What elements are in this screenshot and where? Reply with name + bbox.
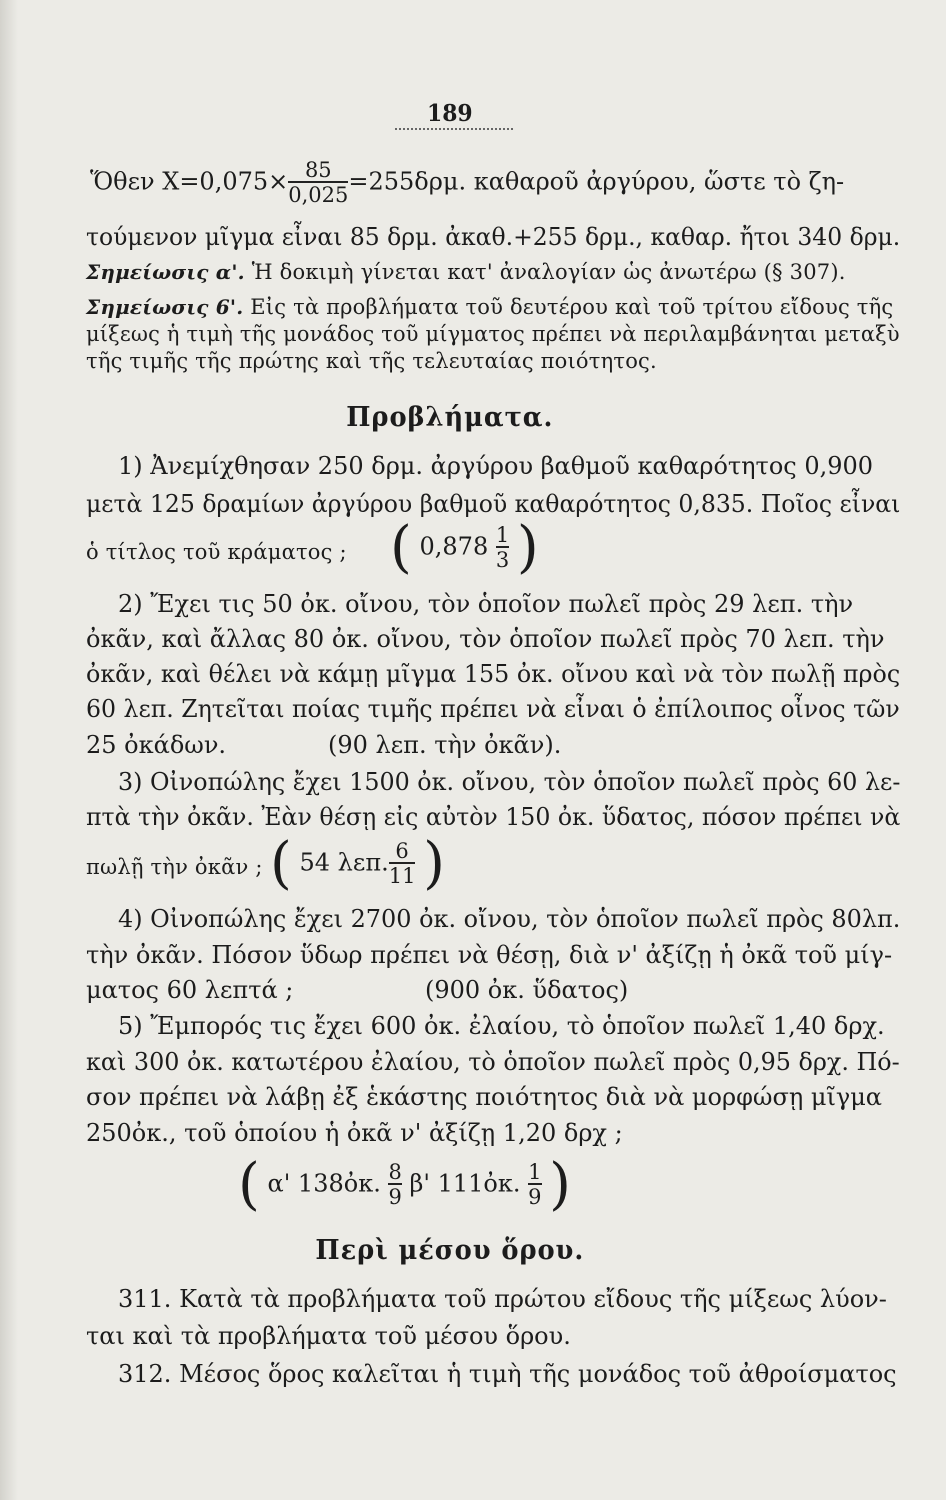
problem-5-answer-b-den: 9 [528, 1185, 542, 1209]
formula-rest: =255δρμ. καθαροῦ ἀργύρου, ὥστε τὸ ζη- [348, 167, 845, 196]
section-311-line-1: 311. Κατὰ τὰ προβλήματα τοῦ πρώτου εἴδους τῆς μίξεως λύον- [118, 1285, 887, 1313]
note-1-text: Ἡ δοκιμὴ γίνεται κατ' ἀναλογίαν ὡς ἀνωτέρω (§ 307). [251, 260, 846, 284]
problem-3-answer [270, 831, 445, 896]
problem-2-line-3: ὀκᾶν, καὶ θέλει νὰ κάμῃ μῖγμα 155 ὀκ. οἴνου καὶ νὰ τὸν πωλῇ πρὸς [86, 660, 901, 688]
problem-1-line-3: ὁ τίτλος τοῦ κράματος ; [86, 540, 347, 564]
problem-1-line-2: μετὰ 125 δραμίων ἀργύρου βαθμοῦ καθαρότητος 0,835. Ποῖος εἶναι [86, 490, 901, 518]
problem-1-answer-fraction [496, 525, 509, 571]
problem-5-line-3: σον πρέπει νὰ λάβῃ ἐξ ἑκάστης ποιότητος διὰ νὰ μορφώσῃ μῖγμα [86, 1083, 882, 1111]
note-2-text: Εἰς τὰ προβλήματα τοῦ δευτέρου καὶ τοῦ τρίτου εἴδους τῆς [250, 295, 894, 319]
problem-2-line-4: 60 λεπ. Ζητεῖται ποίας τιμῆς πρέπει νὰ εἶναι ὁ ἐπίλοιπος οἶνος τῶν [86, 695, 900, 723]
formula-denominator: 0,025 [288, 183, 349, 207]
problem-1-answer-den: 3 [495, 548, 510, 572]
problem-5-answer-b-num: 1 [528, 1160, 542, 1184]
problem-5-answer-a: α' 138ὀκ. [267, 1169, 381, 1198]
note-2 [86, 295, 893, 319]
problem-1-answer [390, 515, 539, 580]
formula-lead: Ὅθεν Χ=0,075× [90, 167, 289, 196]
problem-1-answer-whole: 0,878 [419, 532, 489, 561]
note-2-label: Σημείωσις 6'. [86, 295, 244, 319]
note-1 [86, 260, 846, 284]
page-number-rule [395, 128, 513, 130]
note-2-line-3: τῆς τιμῆς τῆς πρώτης καὶ τῆς τελευταίας ποιότητος. [86, 349, 657, 373]
problem-3-answer-fraction [389, 841, 416, 887]
problem-5-line-1: 5) Ἔμπορός τις ἔχει 600 ὀκ. ἐλαίου, τὸ ὁποῖον πωλεῖ 1,40 δρχ. [118, 1012, 885, 1040]
problem-3-line-1: 3) Οἰνοπώλης ἔχει 1500 ὀκ. οἴνου, τὸν ὁποῖον πωλεῖ πρὸς 60 λε- [118, 768, 901, 796]
paren-close-icon: ) [516, 515, 539, 580]
problem-5-answer-a-den: 9 [388, 1185, 402, 1209]
formula-numerator: 85 [304, 158, 332, 182]
problem-4-line-1: 4) Οἰνοπώλης ἔχει 2700 ὀκ. οἴνου, τὸν ὁποῖον πωλεῖ πρὸς 80λπ. [118, 905, 901, 933]
paren-open-icon: ( [390, 515, 412, 580]
heading-mean: Περὶ μέσου ὅρου. [315, 1235, 585, 1266]
problem-4-line-3: ματος 60 λεπτά ; [86, 976, 294, 1004]
formula-continuation: τούμενον μῖγμα εἶναι 85 δρμ. ἀκαθ.+255 δρμ., καθαρ. ἤτοι 340 δρμ. [86, 223, 901, 251]
paren-close-icon: ) [549, 1152, 571, 1217]
problem-1-line-1: 1) Ἀνεμίχθησαν 250 δρμ. ἀργύρου βαθμοῦ καθαρότητος 0,900 [118, 452, 874, 480]
problem-3-answer-num: 6 [395, 839, 409, 863]
formula-line [90, 160, 844, 206]
problem-2-line-5: 25 ὀκάδων. [86, 731, 227, 759]
problem-3-answer-whole: 54 λεπ. [299, 848, 389, 877]
paren-open-icon: ( [270, 831, 292, 896]
problem-5-line-2: καὶ 300 ὀκ. κατωτέρου ἐλαίου, τὸ ὁποῖον πωλεῖ πρὸς 0,95 δρχ. Πό- [86, 1048, 900, 1076]
problem-5-answer-a-fraction [388, 1162, 401, 1208]
problem-5-answer-a-num: 8 [388, 1160, 402, 1184]
paren-close-icon: ) [423, 831, 445, 896]
problem-3-line-2: πτὰ τὴν ὀκᾶν. Ἐὰν θέσῃ εἰς αὐτὸν 150 ὀκ. ὕδατος, πόσον πρέπει νὰ [86, 803, 901, 831]
problem-2-answer: (90 λεπ. τὴν ὀκᾶν). [328, 731, 562, 759]
problem-1-answer-num: 1 [495, 523, 510, 547]
paren-open-icon: ( [238, 1152, 260, 1217]
heading-problems: Προβλήματα. [346, 402, 554, 433]
problem-2-line-1: 2) Ἔχει τις 50 ὀκ. οἴνου, τὸν ὁποῖον πωλεῖ πρὸς 29 λεπ. τὴν [118, 590, 854, 618]
problem-4-answer: (900 ὀκ. ὕδατος) [425, 976, 629, 1004]
page-number: 189 [426, 100, 473, 127]
problem-5-answer-b-fraction [528, 1162, 541, 1208]
section-311-line-2: ται καὶ τὰ προβλήματα τοῦ μέσου ὅρου. [86, 1322, 571, 1350]
note-2-line-2: μίξεως ἡ τιμὴ τῆς μονάδος τοῦ μίγματος πρέπει νὰ περιλαμβάνηται μεταξὺ [86, 322, 900, 346]
note-1-label: Σημείωσις α'. [86, 260, 245, 284]
problem-5-line-4: 250ὀκ., τοῦ ὁποίου ἡ ὀκᾶ ν' ἀξίζῃ 1,20 δρχ ; [86, 1119, 623, 1147]
problem-3-answer-den: 11 [388, 864, 416, 888]
problem-5-answer-b: β' 111ὀκ. [409, 1169, 521, 1198]
problem-5-answer [238, 1152, 571, 1217]
section-312-line-1: 312. Μέσος ὅρος καλεῖται ἡ τιμὴ τῆς μονάδος τοῦ ἀθροίσματος [118, 1360, 897, 1388]
problem-3-line-3: πωλῇ τὴν ὀκᾶν ; [86, 855, 263, 879]
problem-2-line-2: ὀκᾶν, καὶ ἄλλας 80 ὀκ. οἴνου, τὸν ὁποῖον πωλεῖ πρὸς 70 λεπ. τὴν [86, 625, 885, 653]
page-edge-shadow [0, 0, 18, 1500]
formula-fraction [288, 160, 348, 206]
problem-4-line-2: τὴν ὀκᾶν. Πόσον ὕδωρ πρέπει νὰ θέσῃ, διὰ ν' ἀξίζῃ ἡ ὀκᾶ τοῦ μίγ- [86, 941, 893, 969]
